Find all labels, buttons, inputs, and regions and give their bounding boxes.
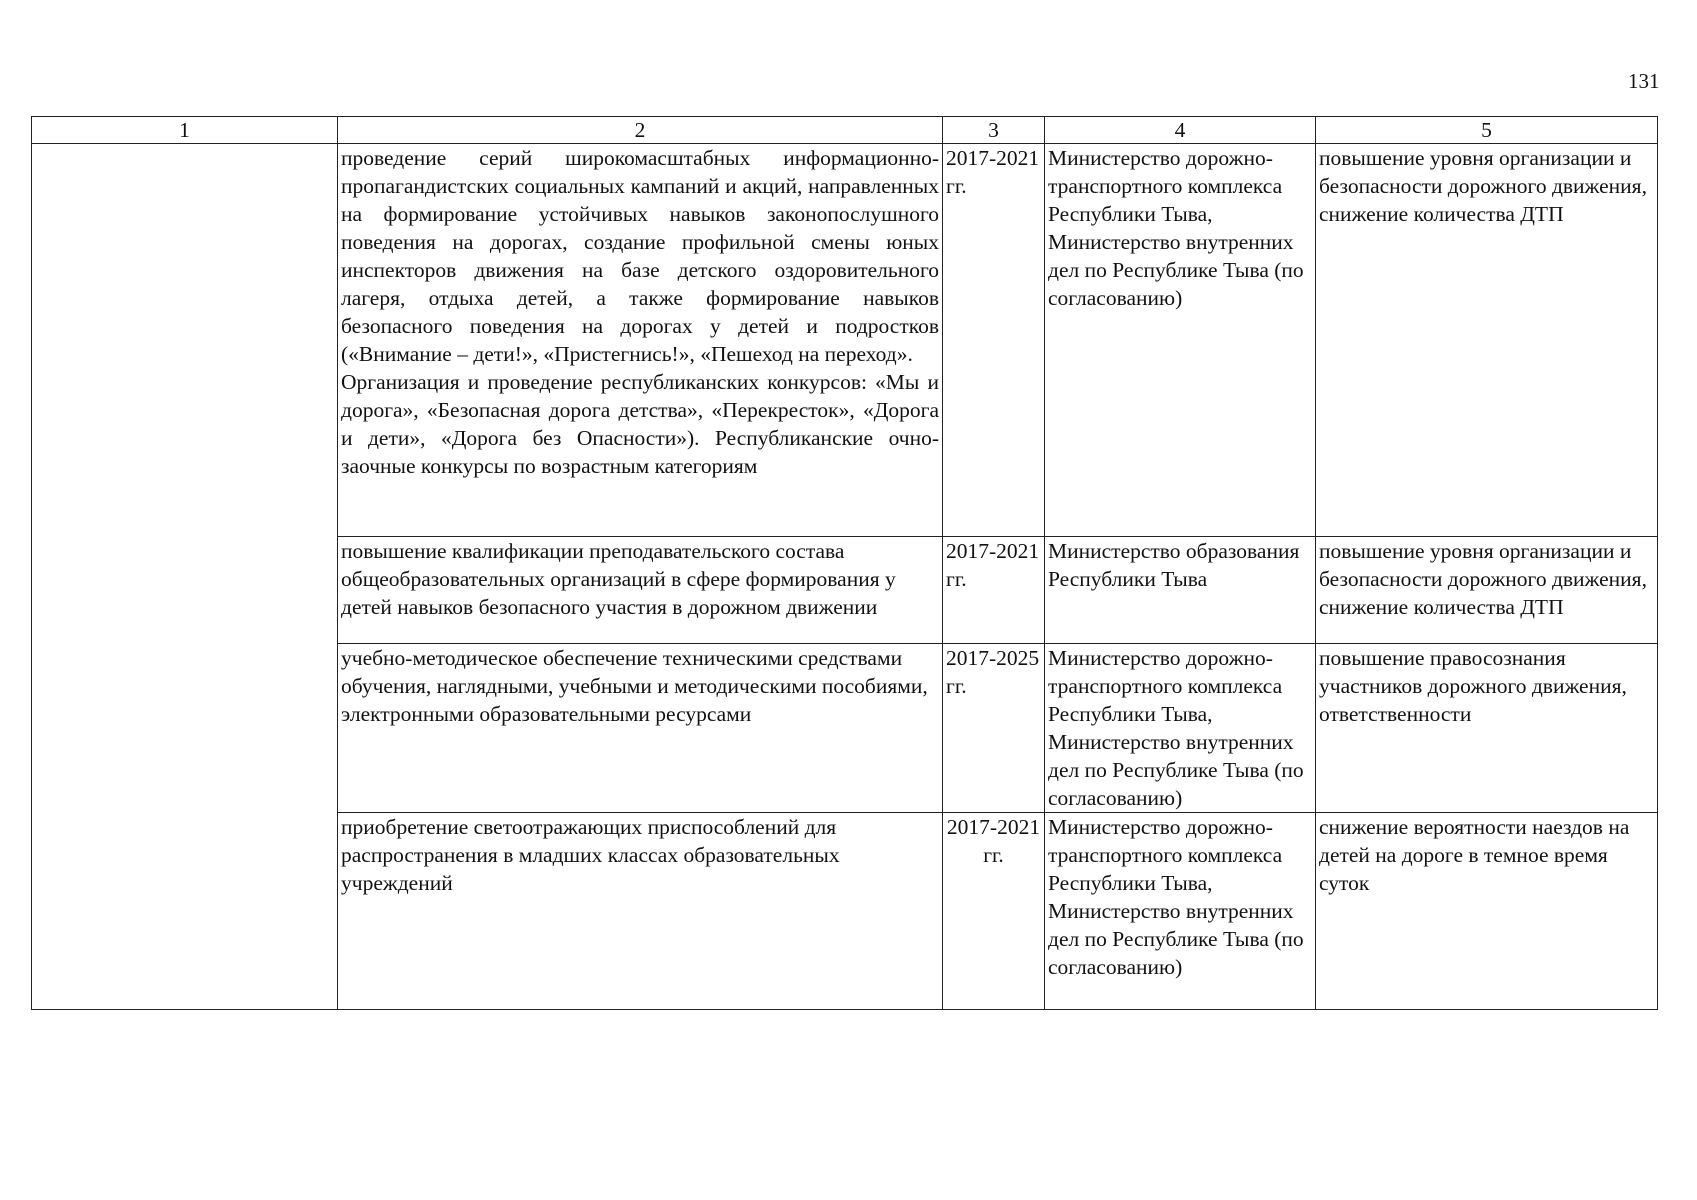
result-cell: повышение уровня организации и безопасности дорожного движения, снижение количества ДТП [1316,144,1658,537]
table-row [32,144,1658,537]
measure-cell: приобретение светоотражающих приспособлений для распространения в младших классах образовательных учреждений [338,813,943,1010]
period-cell: 2017-2021 гг. [943,537,1045,644]
column-header-1: 1 [32,117,338,144]
measure-cell: повышение квалификации преподавательского состава общеобразовательных организаций в сфере формирования у детей навыков безопасного участия в дорожном движении [338,537,943,644]
program-section-cell [32,144,338,1010]
period-cell: 2017-2021 гг. [943,813,1045,1010]
executor-cell: Министерство дорожно-транспортного комплекса Республики Тыва, Министерство внутренних дел по Республике Тыва (по согласованию) [1045,144,1316,537]
result-cell: повышение правосознания участников дорожного движения, ответственности [1316,644,1658,813]
measure-cell: учебно-методическое обеспечение техническими средствами обучения, наглядными, учебными и методическими пособиями, электронными образовательными ресурсами [338,644,943,813]
column-header-4: 4 [1045,117,1316,144]
result-cell: снижение вероятности наездов на детей на дороге в темное время суток [1316,813,1658,1010]
executor-cell: Министерство образования Республики Тыва [1045,537,1316,644]
column-header-5: 5 [1316,117,1658,144]
column-header-3: 3 [943,117,1045,144]
measure-text: проведение серий широкомасштабных информационно-пропагандистских социальных кампаний и акций, направленных на формирование устойчивых навыков законопослушного поведения на дорогах, создание профильной смены юных инспекторов движения на базе детского оздоровительного лагеря, отдыха детей, а также формирование навыков безопасного поведения на дорогах у детей и подростков («Внимание – дети!», «Пристегнись!», «Пешеход на переход». [341,146,939,366]
executor-cell: Министерство дорожно-транспортного комплекса Республики Тыва, Министерство внутренних дел по Республике Тыва (по согласованию) [1045,813,1316,1010]
measure-cell [338,144,943,537]
column-header-2: 2 [338,117,943,144]
period-cell: 2017-2021 гг. [943,144,1045,537]
measure-extra-text: Организация и проведение республиканских конкурсов: «Мы и дорога», «Безопасная дорога детства», «Перекресток», «Дорога и дети», «Дорога без Опасности»). Республиканские очно-заочные конкурсы по возрастным категориям [341,370,939,478]
executor-cell: Министерство дорожно-транспортного комплекса Республики Тыва, Министерство внутренних дел по Республике Тыва (по согласованию) [1045,644,1316,813]
table-header-row [32,117,1658,144]
page-number: 131 [1628,69,1660,93]
result-cell: повышение уровня организации и безопасности дорожного движения, снижение количества ДТП [1316,537,1658,644]
measures-table [31,116,1658,1010]
period-cell: 2017-2025 гг. [943,644,1045,813]
